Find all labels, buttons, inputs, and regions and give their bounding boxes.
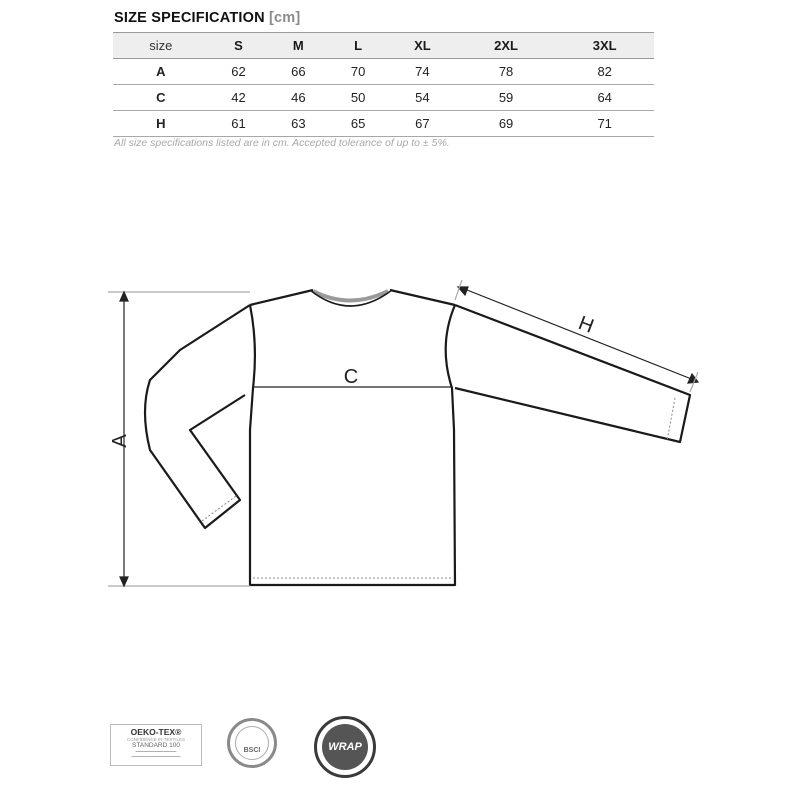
a-arrow-bottom: [120, 577, 128, 586]
bsci-logo: [227, 718, 277, 768]
table-cell: 78: [457, 59, 556, 85]
row-label: H: [113, 111, 209, 137]
table-cell: 64: [555, 85, 654, 111]
right-cuff-stitch: [667, 398, 675, 441]
table-cell: 71: [555, 111, 654, 137]
table-cell: 82: [555, 59, 654, 85]
left-sleeve: [145, 305, 250, 528]
dimension-lines: [108, 280, 698, 586]
bsci-seal-inner: BSCI: [235, 726, 269, 760]
column-header: 3XL: [555, 33, 654, 59]
table-cell: 63: [268, 111, 328, 137]
table-cell: 70: [328, 59, 388, 85]
table-cell: 59: [457, 85, 556, 111]
title-unit: [cm]: [269, 10, 301, 26]
collar-outline: [310, 290, 392, 306]
right-sleeve: [455, 305, 690, 442]
row-label: C: [113, 85, 209, 111]
table-cell: 69: [457, 111, 556, 137]
table-cell: 74: [388, 59, 457, 85]
table-cell: 42: [209, 85, 269, 111]
title-text: SIZE SPECIFICATION: [114, 10, 265, 26]
table-cell: 62: [209, 59, 269, 85]
stitching: [202, 398, 675, 578]
table-cell: 46: [268, 85, 328, 111]
column-header: S: [209, 33, 269, 59]
column-header: XL: [388, 33, 457, 59]
label-a: A: [109, 434, 131, 448]
column-header: 2XL: [457, 33, 556, 59]
table-cell: 61: [209, 111, 269, 137]
column-header: M: [268, 33, 328, 59]
table-cell: 50: [328, 85, 388, 111]
table-cell: 65: [328, 111, 388, 137]
column-header: size: [113, 33, 209, 59]
label-h: H: [575, 312, 597, 338]
tolerance-note: All size specifications listed are in cm. Accepted tolerance of up to ± 5%.: [114, 137, 450, 149]
oeko-tex-logo: OEKO-TEX® CONFIDENCE IN TEXTILES STANDARD 100 ━━━━━━━━━━━━━━━ ━━━━━━━━━━━━━━━━━━: [110, 724, 202, 766]
shirt-body: [250, 305, 455, 585]
table-cell: 54: [388, 85, 457, 111]
wrap-logo: [314, 716, 376, 778]
table-cell: 67: [388, 111, 457, 137]
label-c: C: [343, 366, 359, 388]
a-arrow-top: [120, 292, 128, 301]
table-cell: 66: [268, 59, 328, 85]
collar-inner-line: [310, 290, 392, 306]
column-header: L: [328, 33, 388, 59]
dimension-labels: [109, 312, 597, 448]
shirt-shoulders: [250, 290, 455, 305]
h-dimension-line: [462, 288, 694, 380]
wrap-seal-inner: WRAP: [322, 724, 368, 770]
row-label: A: [113, 59, 209, 85]
shirt-outline: [145, 290, 690, 585]
